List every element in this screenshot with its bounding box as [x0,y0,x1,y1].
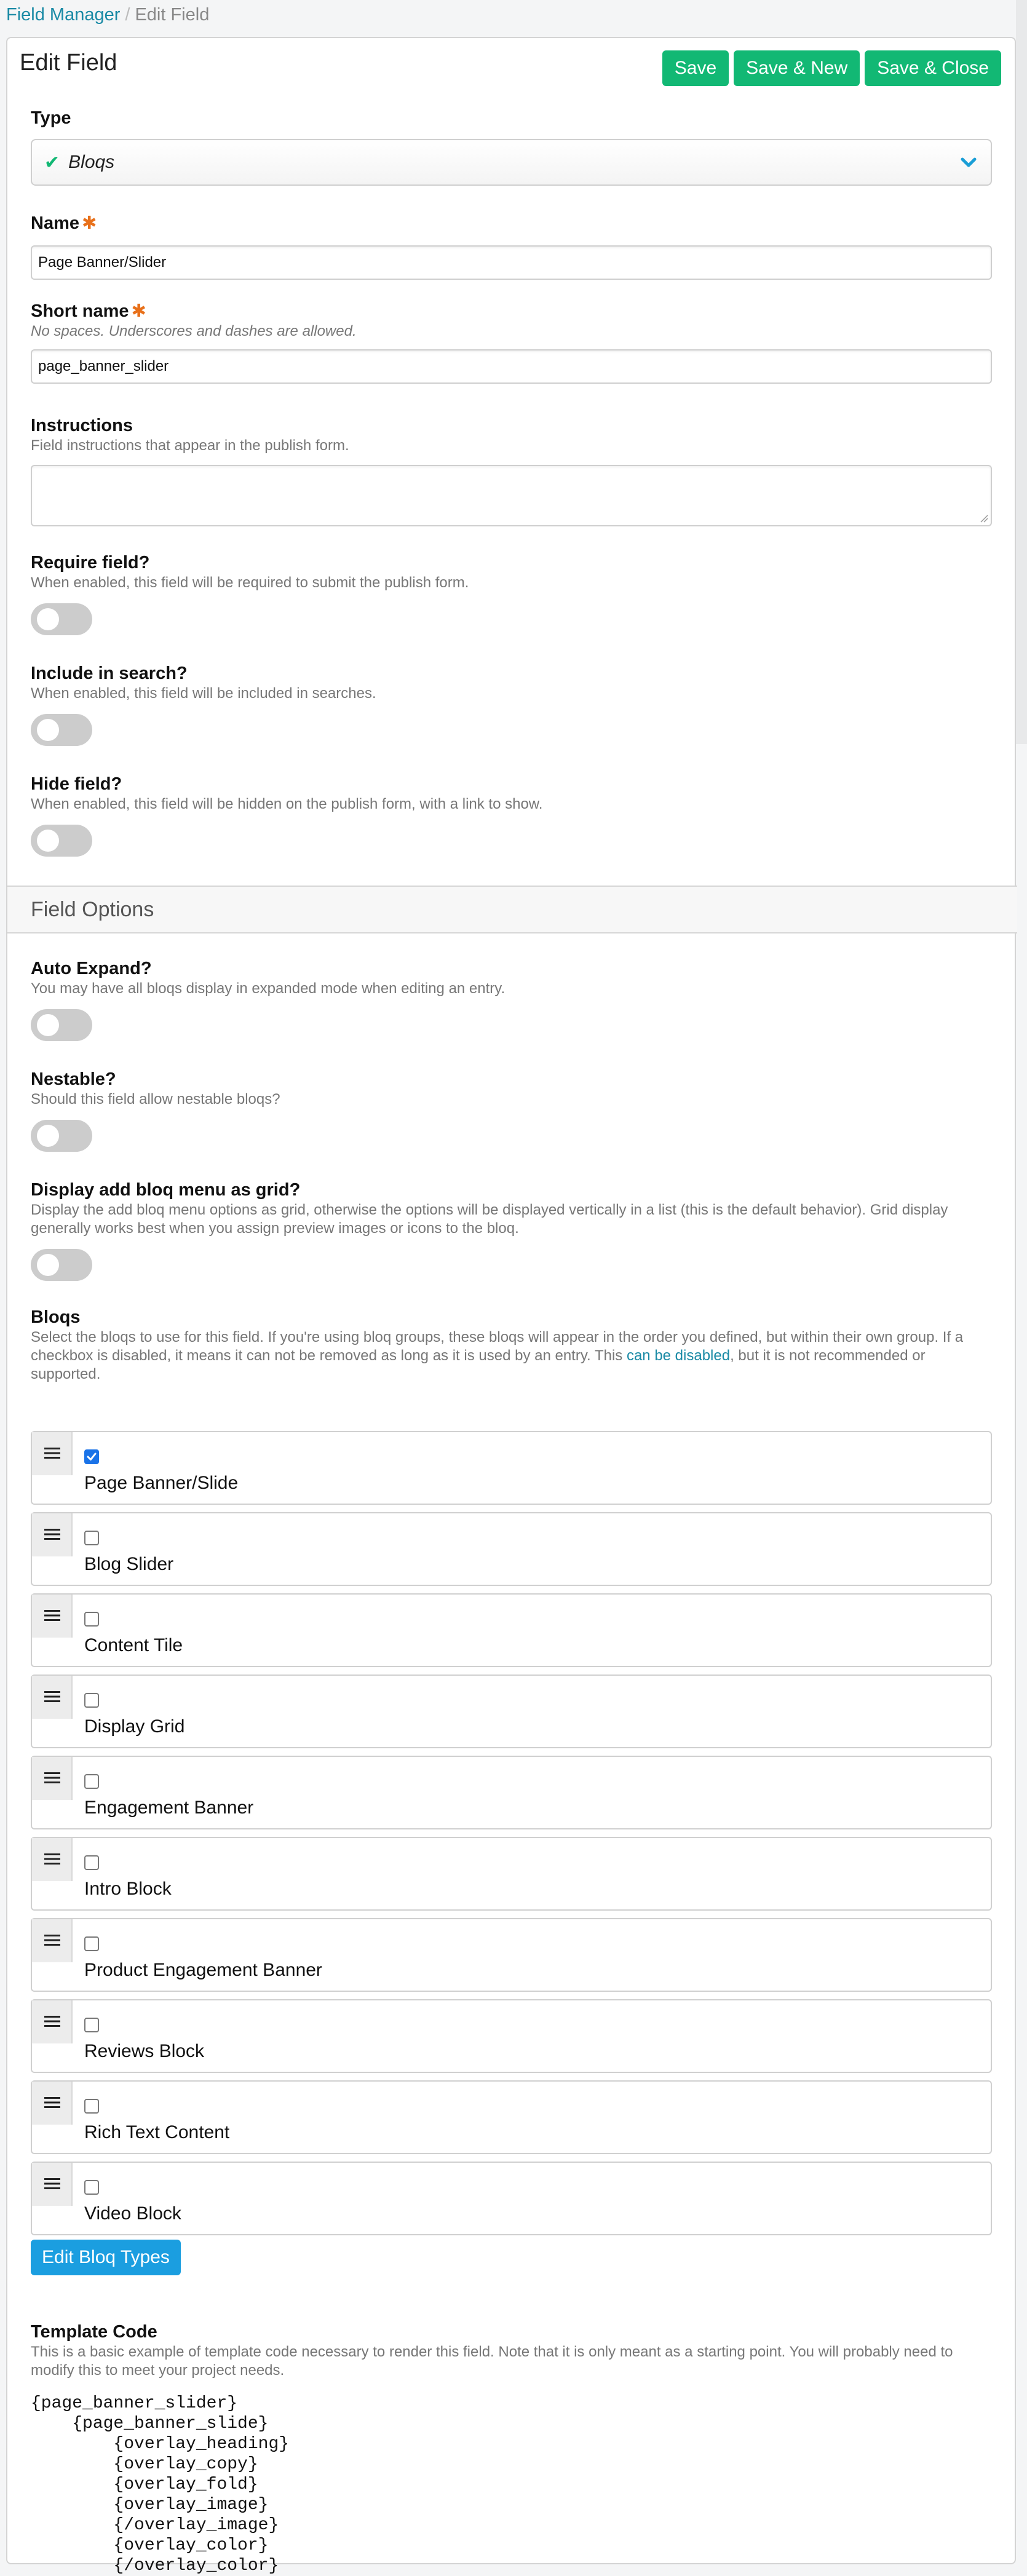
include-in-search-help: When enabled, this field will be included in searches. [31,685,376,702]
instructions-label: Instructions [31,416,133,435]
required-icon: ✱ [131,301,146,321]
bloq-name: Page Banner/Slide [84,1473,239,1493]
drag-handle-icon[interactable] [32,1676,73,1719]
bloq-checkbox[interactable] [84,1693,99,1708]
bloq-name: Reviews Block [84,2041,205,2061]
nestable-label: Nestable? [31,1069,116,1089]
drag-handle-icon[interactable] [32,1513,73,1556]
type-select[interactable] [31,139,992,186]
display-grid-toggle[interactable] [31,1249,92,1281]
hide-field [31,773,993,857]
page-title: Edit Field [20,50,117,76]
save-and-new-button[interactable]: Save & New [734,50,860,86]
require-field-help: When enabled, this field will be required to submit the publish form. [31,574,469,591]
type-label: Type [31,108,71,128]
bloq-row [31,1837,992,1911]
hide-field-toggle[interactable] [31,825,92,857]
resize-grip-icon[interactable] [980,514,988,523]
short-name-label: Short name [31,301,129,321]
bloq-checkbox[interactable] [84,1449,99,1464]
template-code-label: Template Code [31,2322,157,2342]
template-code-help: This is a basic example of template code necessary to render this field. Note that it is only meant as a starting point. You will probably need to modify this to meet your project needs. [31,2344,953,2379]
toggle-knob [37,608,59,630]
bloq-checkbox[interactable] [84,2018,99,2032]
short-name-help: No spaces. Underscores and dashes are allowed. [31,323,357,339]
bloq-row [31,1999,992,2073]
bloq-checkbox[interactable] [84,1612,99,1627]
field-options-title: Field Options [31,898,154,921]
hide-field-label: Hide field? [31,774,122,794]
instructions-textarea[interactable] [31,465,992,526]
field-options-header [7,886,1017,933]
checkmark-icon: ✔ [44,152,60,173]
bloqs-help: Select the bloqs to use for this field. If you're using bloq groups, these bloqs will appear in the order you defined, but within their own group. If a checkbox is disabled, it means it can not be removed as long as it is used by an entry. This can be disabled, but it is not recommended or supported. [31,1329,964,1382]
bloq-row [31,1512,992,1586]
nestable-toggle[interactable] [31,1120,92,1152]
drag-handle-icon[interactable] [32,2082,73,2125]
drag-handle-icon[interactable] [32,2163,73,2206]
name-input[interactable] [31,245,992,280]
bloq-row [31,2080,992,2154]
bloq-row [31,1431,992,1505]
toggle-knob [37,1254,59,1276]
toggle-knob [37,830,59,852]
bloq-row [31,1593,992,1667]
page-scrollbar[interactable] [1016,0,1027,744]
chevron-down-icon [960,154,977,171]
required-icon: ✱ [82,213,97,233]
bloq-checkbox[interactable] [84,2099,99,2114]
auto-expand-field [31,957,993,1041]
bloq-name: Blog Slider [84,1554,174,1574]
form-actions [662,50,1001,86]
nestable-help: Should this field allow nestable bloqs? [31,1091,280,1108]
auto-expand-help: You may have all bloqs display in expanded mode when editing an entry. [31,980,506,997]
nestable-field [31,1068,993,1152]
bloq-row [31,1674,992,1748]
bloq-checkbox[interactable] [84,1531,99,1545]
display-grid-field [31,1179,993,1281]
bloq-checkbox[interactable] [84,1774,99,1789]
save-and-close-button[interactable]: Save & Close [865,50,1001,86]
bloq-row [31,1918,992,1992]
toggle-knob [37,719,59,741]
bloq-name: Video Block [84,2203,181,2224]
bloq-name: Content Tile [84,1635,183,1655]
bloq-row [31,2162,992,2235]
name-field [31,212,993,280]
include-in-search-label: Include in search? [31,664,188,683]
drag-handle-icon[interactable] [32,1838,73,1881]
bloqs-label: Bloqs [31,1307,81,1327]
short-name-input[interactable] [31,349,992,384]
include-in-search-toggle[interactable] [31,714,92,746]
require-field [31,552,993,635]
bloq-checkbox[interactable] [84,1936,99,1951]
save-button[interactable]: Save [662,50,729,86]
name-label: Name [31,213,79,233]
bloqs-field [31,1306,993,1384]
auto-expand-label: Auto Expand? [31,959,152,978]
drag-handle-icon[interactable] [32,2000,73,2043]
display-grid-help: Display the add bloq menu options as grid, otherwise the options will be displayed vertically in a list (this is the default behavior). Grid display generally works best when you assign preview images or icons to the bloq. [31,1202,948,1237]
drag-handle-icon[interactable] [32,1432,73,1475]
type-select-value: Bloqs [68,152,115,172]
instructions-help: Field instructions that appear in the publish form. [31,437,349,454]
bloq-checkbox[interactable] [84,2180,99,2195]
include-in-search-field [31,662,993,746]
drag-handle-icon[interactable] [32,1919,73,1962]
bloq-checkbox[interactable] [84,1855,99,1870]
edit-field-panel [6,37,1016,2575]
short-name-field [31,300,993,384]
display-grid-label: Display add bloq menu as grid? [31,1180,301,1200]
breadcrumb-current: Edit Field [135,5,210,25]
toggle-knob [37,1125,59,1147]
breadcrumb-field-manager-link[interactable]: Field Manager [6,5,121,25]
require-field-label: Require field? [31,553,150,573]
drag-handle-icon[interactable] [32,1595,73,1638]
can-be-disabled-link[interactable]: can be disabled [626,1347,731,1364]
template-code-block: {page_banner_slider} {page_banner_slide} {overlay_heading} {overlay_copy} {overlay_fold} {overlay_image} {/overlay_image} {overlay_color} {/overlay_color} [31,2394,290,2575]
type-field [31,107,993,186]
breadcrumb-separator: / [125,5,130,25]
require-field-toggle[interactable] [31,603,92,635]
bloq-name: Engagement Banner [84,1797,254,1818]
template-code-field [31,2321,993,2380]
bloq-name: Display Grid [84,1716,185,1737]
breadcrumb [6,3,209,26]
bloq-row [31,1756,992,1829]
edit-bloq-types-button[interactable]: Edit Bloq Types [31,2240,181,2275]
instructions-field [31,414,993,526]
bloq-name: Rich Text Content [84,2122,230,2142]
bloq-name: Product Engagement Banner [84,1960,322,1980]
bloq-name: Intro Block [84,1879,172,1899]
toggle-knob [37,1014,59,1036]
drag-handle-icon[interactable] [32,1757,73,1800]
hide-field-help: When enabled, this field will be hidden on the publish form, with a link to show. [31,796,543,812]
auto-expand-toggle[interactable] [31,1009,92,1041]
